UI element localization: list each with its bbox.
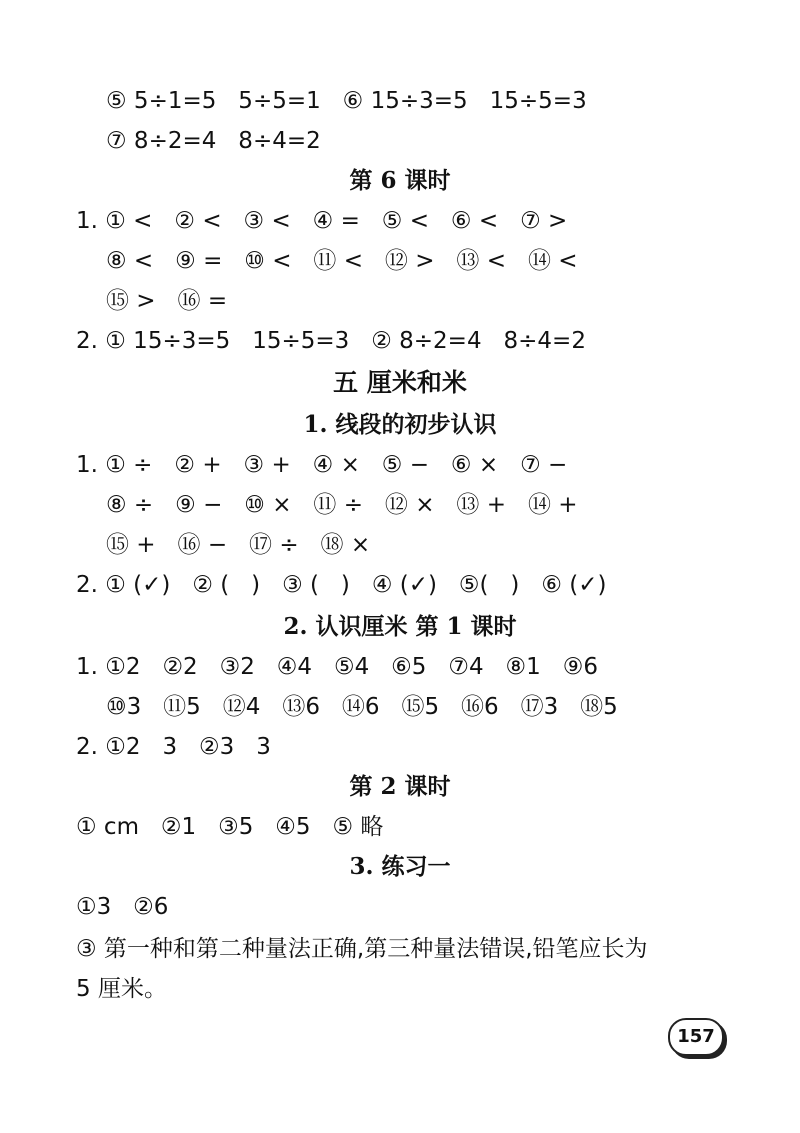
answer-line: 2. ① 15÷3=5 15÷5=3 ② 8÷2=4 8÷4=2 bbox=[76, 328, 586, 354]
lesson-heading: 第 6 课时 bbox=[349, 167, 451, 194]
answer-line: 2. ① (✓) ② ( ) ③ ( ) ④ (✓) ⑤( ) ⑥ (✓) bbox=[76, 572, 607, 598]
unit-heading: 五 厘米和米 bbox=[333, 368, 467, 397]
section-heading: 3. 练习一 bbox=[349, 853, 451, 880]
answer-line: ⑩3 ⑪5 ⑫4 ⑬6 ⑭6 ⑮5 ⑯6 ⑰3 ⑱5 bbox=[106, 694, 618, 720]
answer-line: ⑧ ÷ ⑨ − ⑩ × ⑪ ÷ ⑫ × ⑬ + ⑭ + bbox=[106, 492, 578, 518]
answer-line: ⑮ > ⑯ = bbox=[106, 288, 228, 314]
answer-line: ⑧ < ⑨ = ⑩ < ⑪ < ⑫ > ⑬ < ⑭ < bbox=[106, 248, 578, 274]
answer-line: 5 厘米。 bbox=[76, 976, 167, 1002]
answer-line: ①3 ②6 bbox=[76, 894, 169, 920]
section-heading: 2. 认识厘米 第 1 课时 bbox=[283, 613, 517, 640]
page-number: 157 bbox=[668, 1018, 724, 1056]
answer-line: 1. ①2 ②2 ③2 ④4 ⑤4 ⑥5 ⑦4 ⑧1 ⑨6 bbox=[76, 654, 598, 680]
answer-line: 1. ① < ② < ③ < ④ = ⑤ < ⑥ < ⑦ > bbox=[76, 208, 568, 234]
answer-line: ⑮ + ⑯ − ⑰ ÷ ⑱ × bbox=[106, 532, 371, 558]
section-heading: 1. 线段的初步认识 bbox=[303, 411, 497, 438]
answer-line: ① cm ②1 ③5 ④5 ⑤ 略 bbox=[76, 814, 384, 840]
lesson-heading: 第 2 课时 bbox=[349, 773, 451, 800]
answer-line: ⑤ 5÷1=5 5÷5=1 ⑥ 15÷3=5 15÷5=3 bbox=[106, 88, 587, 114]
answer-line: 2. ①2 3 ②3 3 bbox=[76, 734, 271, 760]
answer-line: ⑦ 8÷2=4 8÷4=2 bbox=[106, 128, 321, 154]
answer-line: 1. ① ÷ ② + ③ + ④ × ⑤ − ⑥ × ⑦ − bbox=[76, 452, 568, 478]
answer-line: ③ 第一种和第二种量法正确,第三种量法错误,铅笔应长为 bbox=[76, 936, 648, 962]
